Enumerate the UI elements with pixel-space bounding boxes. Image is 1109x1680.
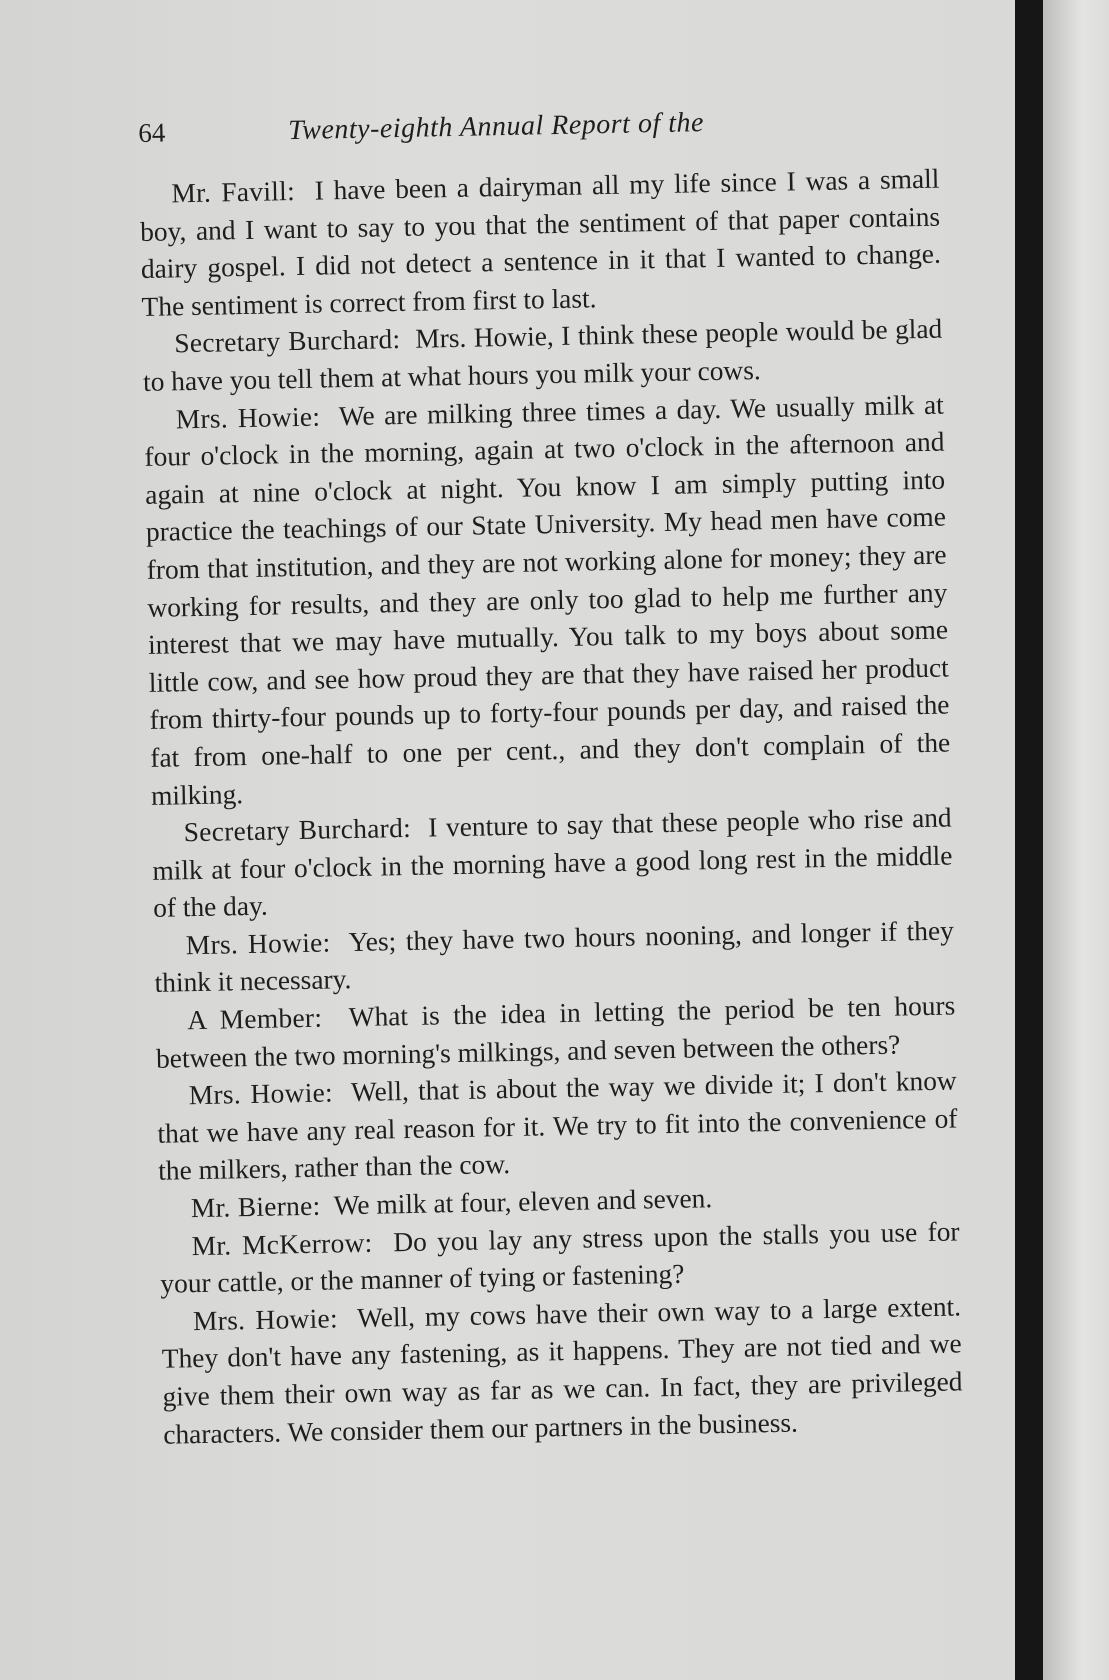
paragraph bbox=[161, 1288, 964, 1454]
paragraph-text: I venture to say that these people who rise and milk at four o'clock in the morning have a good long rest in the middle of the day. bbox=[152, 802, 953, 924]
speaker: Mr. Favill: bbox=[171, 176, 296, 209]
speaker: Mr. Bierne: bbox=[190, 1190, 321, 1224]
speaker: A Member: bbox=[187, 1002, 323, 1036]
page-header bbox=[138, 103, 939, 162]
book-binding-shadow bbox=[1015, 0, 1043, 1680]
speaker: Secretary Burchard: bbox=[183, 812, 412, 848]
speaker: Secretary Burchard: bbox=[174, 324, 401, 359]
speaker: Mrs. Howie: bbox=[185, 927, 331, 961]
paragraph-text: Do you lay any stress upon the stalls you use for your cattle, or the manner of tying or fastening? bbox=[160, 1216, 960, 1300]
paragraph bbox=[143, 386, 951, 815]
speaker: Mr. McKerrow: bbox=[191, 1227, 373, 1261]
paragraph-text: Yes; they have two hours nooning, and longer if they think it necessary. bbox=[154, 915, 955, 999]
paragraph-text: Mrs. Howie, I think these people would be glad to have you tell them at what hours you milk your cows. bbox=[142, 313, 943, 397]
paragraph-text: We milk at four, eleven and seven. bbox=[333, 1183, 713, 1221]
paragraph bbox=[151, 800, 953, 928]
paragraph bbox=[156, 1063, 958, 1191]
speaker: Mrs. Howie: bbox=[175, 401, 321, 434]
paragraph-text: Well, my cows have their own way to a large extent. They don't have any fastening, as it happens. They are not tied and we give them their own way as far as we can. In fact, they are privileged characters. We consider them our partners in the business. bbox=[161, 1291, 963, 1450]
speaker: Mrs. Howie: bbox=[188, 1077, 334, 1111]
running-head: Twenty-eighth Annual Report of the bbox=[287, 107, 705, 147]
paragraph-text: Well, that is about the way we divide it; I don't know that we have any real reason for it. We try to fit into the convenience of the milkers, rather than the cow. bbox=[157, 1065, 958, 1187]
page-text bbox=[138, 103, 964, 1454]
paragraph-text: I have been a dairyman all my life since I was a small boy, and I want to say to you that the sentiment of that paper contains dairy gospel. I did not detect a sentence in it that I wanted to change. The sentiment is correct from first to last. bbox=[139, 163, 942, 322]
speaker: Mrs. Howie: bbox=[192, 1303, 339, 1336]
page-edge bbox=[1043, 0, 1109, 1680]
page-number: 64 bbox=[138, 117, 166, 148]
paragraph-text: We are milking three times a day. We usually milk at four o'clock in the morning, again at two o'clock in the afternoon and again at nine o'clock at night. You know I am simply putting into practice the teachings of our State University. My head men have come from that institution, and they are not working alone for money; they are working for results, and they are only too glad to help me further any interest that we may have mutually. You talk to my boys about some little cow, and see how proud they are that they have raised her product from thirty-four pounds up to forty-four pounds per day, and raised the fat from one-half to one per cent., and they don't complain of the milking. bbox=[144, 389, 951, 811]
paragraph bbox=[139, 161, 942, 327]
paragraph-text: What is the idea in letting the period be ten hours between the two morning's milkings, and seven between the others? bbox=[155, 990, 956, 1074]
